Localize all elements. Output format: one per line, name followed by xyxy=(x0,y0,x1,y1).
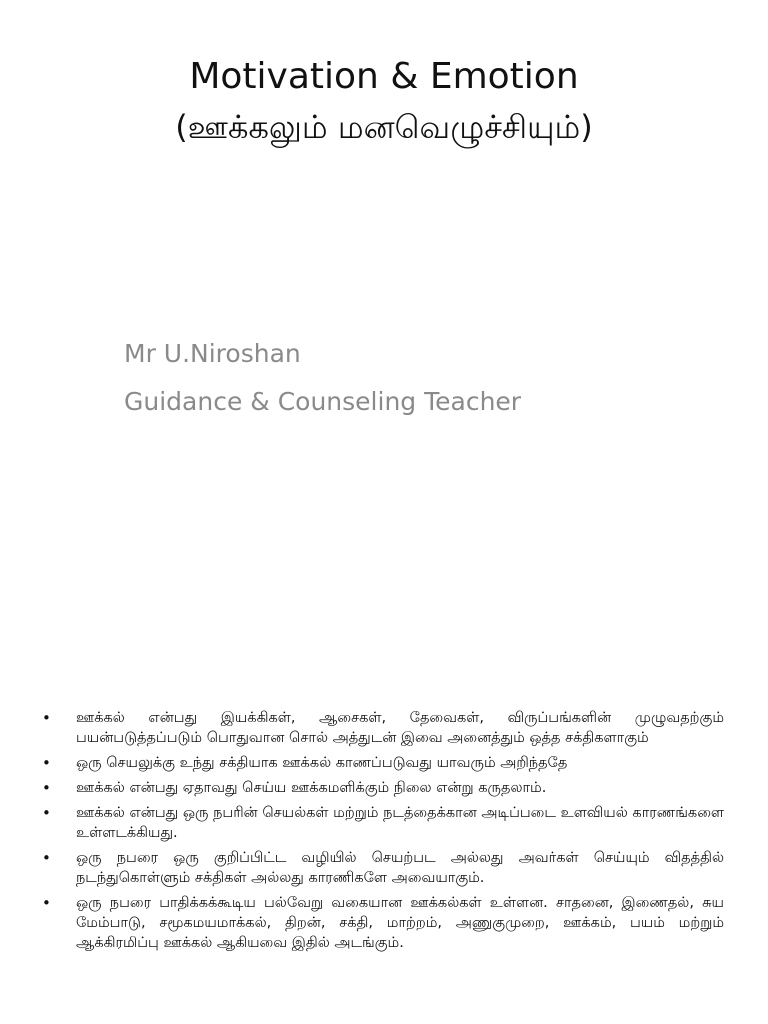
bullet-item xyxy=(40,848,724,888)
bullet-text: ஊக்கல் என்பது இயக்கிகள், ஆசைகள், தேவைகள், விருப்பங்களின் முழுவதற்கும் பயன்படுத்தப்படும் பொதுவான சொல் அத்துடன் இவை அனைத்தும் ஒத்த சக்திகளாகும் xyxy=(76,710,724,746)
slide-title-tamil: (ஊக்கலும் மனவெழுச்சியும்) xyxy=(175,108,593,146)
bullet-icon: • xyxy=(42,779,51,797)
bullet-text: ஒரு செயலுக்கு உந்து சக்தியாக ஊக்கல் காணப்படுவது யாவரும் அறிந்ததே xyxy=(76,755,568,771)
bullet-list xyxy=(40,708,724,958)
slide-title-block xyxy=(0,52,768,152)
bullet-item xyxy=(40,753,724,773)
bullet-text: ஊக்கல் என்பது ஏதாவது செய்ய ஊக்கமளிக்கும் நிலை என்று கருதலாம். xyxy=(76,780,547,796)
bullet-item xyxy=(40,778,724,798)
bullet-text: ஒரு நபரை ஒரு குறிப்பிட்ட வழியில் செயற்பட அல்லது அவர்கள் செய்யும் விதத்தில் நடந்துகொள்ளும் சக்திகள் அல்லது காரணிகளே அவையாகும். xyxy=(76,850,724,886)
bullet-icon: • xyxy=(42,804,51,822)
bullet-icon: • xyxy=(42,894,51,912)
presenter-name: Mr U.Niroshan xyxy=(124,339,301,368)
presenter-block xyxy=(124,330,724,426)
bullet-item xyxy=(40,893,724,953)
presenter-role: Guidance & Counseling Teacher xyxy=(124,387,522,416)
bullet-icon: • xyxy=(42,754,51,772)
bullet-item xyxy=(40,708,724,748)
slide-title: Motivation & Emotion xyxy=(189,56,579,97)
bullet-text: ஊக்கல் என்பது ஒரு நபரின் செயல்கள் மற்றும் நடத்தைக்கான அடிப்படை உளவியல் காரணங்களை உள்ளடக்கியது. xyxy=(76,805,724,841)
bullet-text: ஒரு நபரை பாதிக்கக்கூடிய பல்வேறு வகையான ஊக்கல்கள் உள்ளன. சாதனை, இணைதல், சுய மேம்பாடு, சமூகமயமாக்கல், திறன், சக்தி, மாற்றம், அணுகுமுறை, ஊக்கம், பயம் மற்றும் ஆக்கிரமிப்பு ஊக்கல் ஆகியவை இதில் அடங்கும். xyxy=(76,895,724,951)
bullet-icon: • xyxy=(42,849,51,867)
bullet-item xyxy=(40,803,724,843)
bullet-icon: • xyxy=(42,709,51,727)
